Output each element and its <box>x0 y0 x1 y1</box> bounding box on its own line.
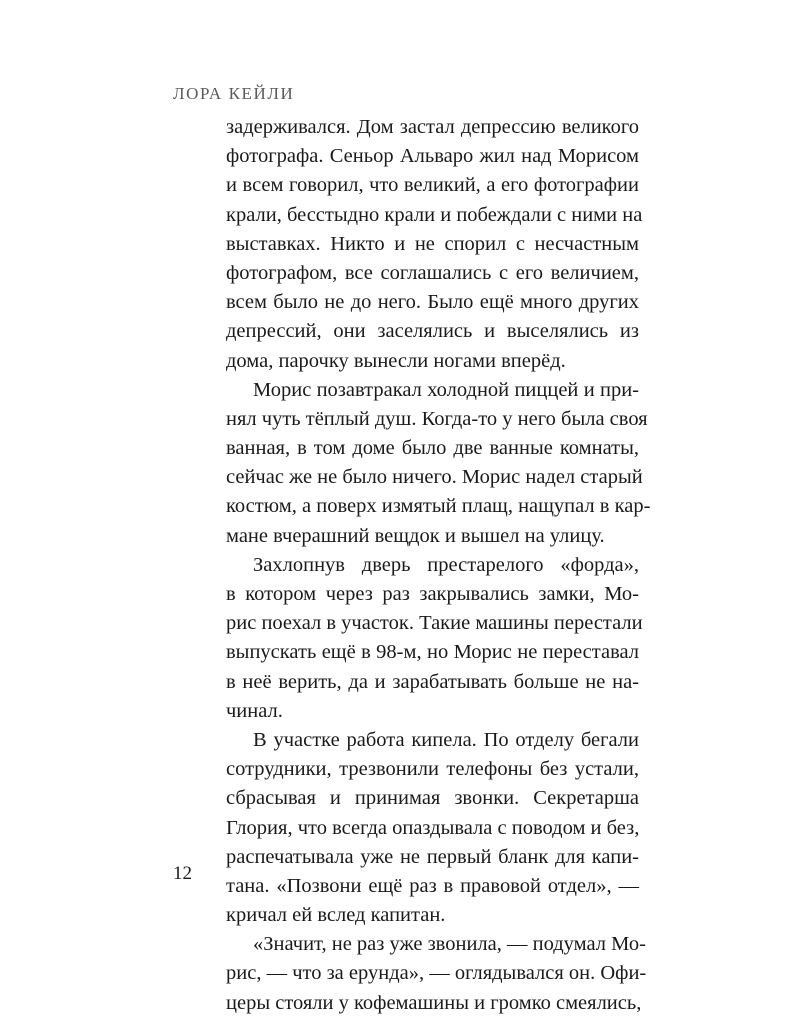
text-line: фотографа. Сеньор Альваро жил над Морисом <box>226 145 639 168</box>
text-line: кричал ей вслед капитан. <box>226 904 446 927</box>
text-line: выставках. Никто и не спорил с несчастным <box>226 232 639 255</box>
text-line: крали, бесстыдно крали и побеждали с ними на <box>226 203 643 226</box>
paragraph <box>226 726 639 930</box>
paragraph <box>226 930 647 1018</box>
text-line: депрессий, они заселялись и выселялись из <box>226 320 639 343</box>
text-line: выпускать ещё в 98-м, но Морис не переставал <box>226 641 639 664</box>
text-line: костюм, а поверх измятый плащ, нащупал в кар- <box>226 495 651 518</box>
text-line: дома, парочку вынесли ногами вперёд. <box>226 349 566 372</box>
paragraph <box>226 376 651 551</box>
text-line: «Значит, не раз уже звонила, — подумал Мо- <box>253 933 646 956</box>
page-number: 12 <box>173 863 192 884</box>
text-line: фотографом, все соглашались с его величием, <box>226 261 639 284</box>
text-line: задерживался. Дом застал депрессию великого <box>226 116 639 138</box>
text-line: ванная, в том доме было две ванные комнаты, <box>226 437 639 460</box>
text-line: сбрасывая и принимая звонки. Секретарша <box>226 787 639 810</box>
text-line: в неё верить, да и зарабатывать больше не на- <box>226 670 639 693</box>
text-line: всем было не до него. Было ещё много других <box>226 291 639 314</box>
text-line: церы стояли у кофемашины и громко смеялись, <box>226 991 642 1014</box>
text-line: сейчас же не было ничего. Морис надел старый <box>226 466 643 489</box>
text-line: Морис позавтракал холодной пиццей и при- <box>253 378 639 401</box>
paragraph <box>226 551 643 726</box>
text-line: и всем говорил, что великий, а его фотографии <box>226 174 639 197</box>
text-line: В участке работа кипела. По отделу бегали <box>253 728 639 751</box>
text-line: чинал. <box>226 699 283 722</box>
text-line: нял чуть тёплый душ. Когда-то у него была своя <box>226 407 648 430</box>
body-text <box>226 113 651 1018</box>
text-line: Глория, что всегда опаздывала с поводом и без, <box>226 816 640 839</box>
text-line: мане вчерашний вещдок и вышел на улицу. <box>226 524 605 547</box>
text-line: рис, — что за ерунда», — оглядывался он. Офи- <box>226 962 647 985</box>
paragraph <box>226 113 643 376</box>
text-line: сотрудники, трезвонили телефоны без устали, <box>226 758 639 781</box>
text-line: Захлопнув дверь престарелого «форда», <box>253 553 639 576</box>
text-line: распечатывала уже не первый бланк для капи- <box>226 845 639 868</box>
running-head-author: ЛОРА КЕЙЛИ <box>173 84 295 103</box>
text-line: в котором через раз закрывались замки, Мо- <box>226 583 639 605</box>
text-line: рис поехал в участок. Такие машины перестали <box>226 612 643 635</box>
text-line: тана. «Позвони ещё раз в правовой отдел», — <box>226 874 639 897</box>
